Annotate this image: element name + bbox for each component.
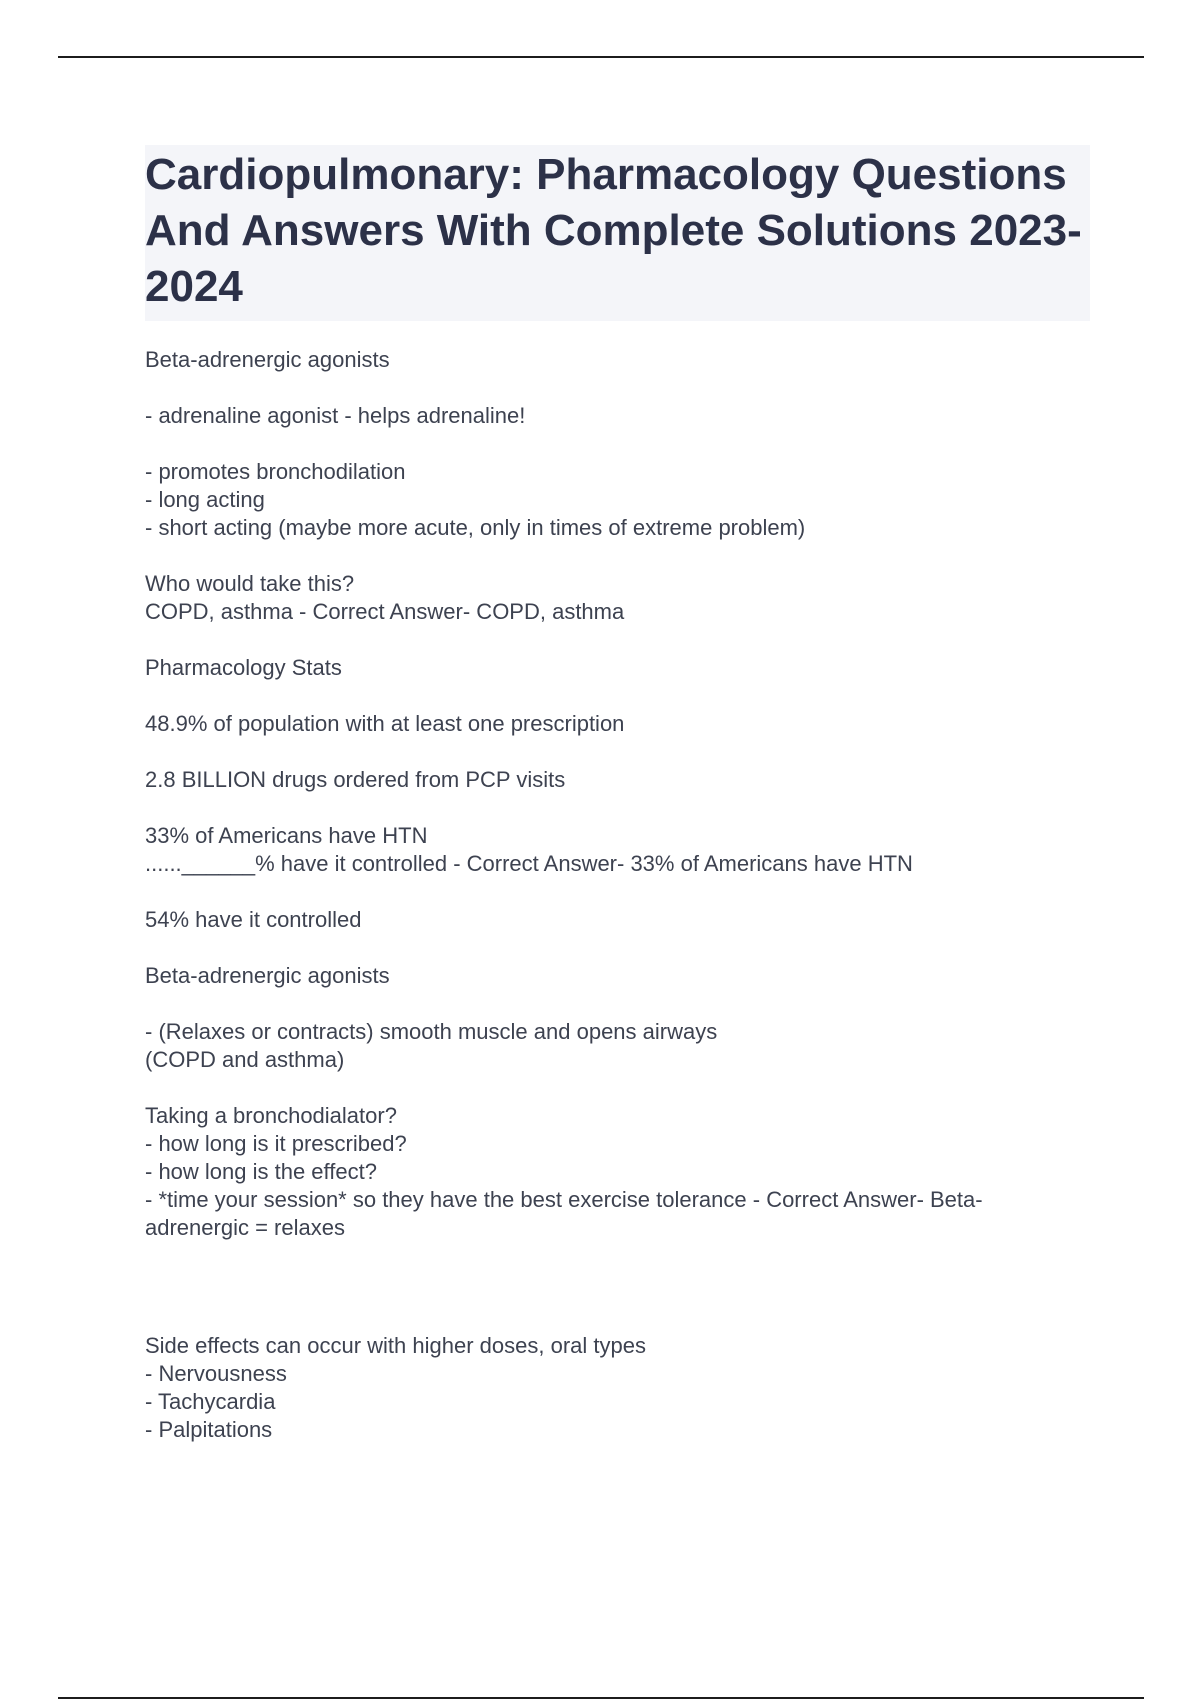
document-content [145,145,1090,1472]
text-line: ......______% have it controlled - Correct Answer- 33% of Americans have HTN [145,851,913,876]
spacer [145,1270,1090,1332]
text-line: 33% of Americans have HTN [145,823,428,848]
paragraph [145,654,1090,682]
paragraph [145,1332,1090,1444]
text-line: - (Relaxes or contracts) smooth muscle and opens airways [145,1019,718,1044]
text-line: - *time your session* so they have the best exercise tolerance - Correct Answer- Beta- [145,1187,983,1212]
text-line: - Palpitations [145,1417,273,1442]
paragraph [145,962,1090,990]
text-line: Side effects can occur with higher doses, oral types [145,1333,646,1358]
top-rule [58,56,1144,58]
text-line: - adrenaline agonist - helps adrenaline! [145,403,526,428]
text-line: - Nervousness [145,1361,287,1386]
text-line: adrenergic = relaxes [145,1215,345,1240]
text-line: 2.8 BILLION drugs ordered from PCP visits [145,767,566,792]
paragraph [145,570,1090,626]
title-box [145,145,1090,321]
text-line: 54% have it controlled [145,907,362,932]
text-line: - long acting [145,487,265,512]
paragraph [145,766,1090,794]
text-line: Beta-adrenergic agonists [145,347,390,372]
paragraph [145,906,1090,934]
text-line: - how long is it prescribed? [145,1131,407,1156]
paragraph [145,458,1090,542]
paragraph [145,1102,1090,1242]
text-line: Beta-adrenergic agonists [145,963,390,988]
paragraph [145,402,1090,430]
paragraph [145,346,1090,374]
document-title: Cardiopulmonary: Pharmacology Questions And Answers With Complete Solutions 2023-2024 [145,150,1082,311]
bottom-rule [58,1697,1144,1699]
text-line: - promotes bronchodilation [145,459,406,484]
paragraph [145,822,1090,878]
text-line: (COPD and asthma) [145,1047,345,1072]
text-line: - short acting (maybe more acute, only in times of extreme problem) [145,515,806,540]
paragraph [145,1018,1090,1074]
text-line: COPD, asthma - Correct Answer- COPD, asthma [145,599,625,624]
paragraph [145,710,1090,738]
text-line: - how long is the effect? [145,1159,377,1184]
text-line: - Tachycardia [145,1389,276,1414]
text-line: Taking a bronchodialator? [145,1103,397,1128]
text-line: 48.9% of population with at least one prescription [145,711,625,736]
text-line: Who would take this? [145,571,355,596]
text-line: Pharmacology Stats [145,655,342,680]
